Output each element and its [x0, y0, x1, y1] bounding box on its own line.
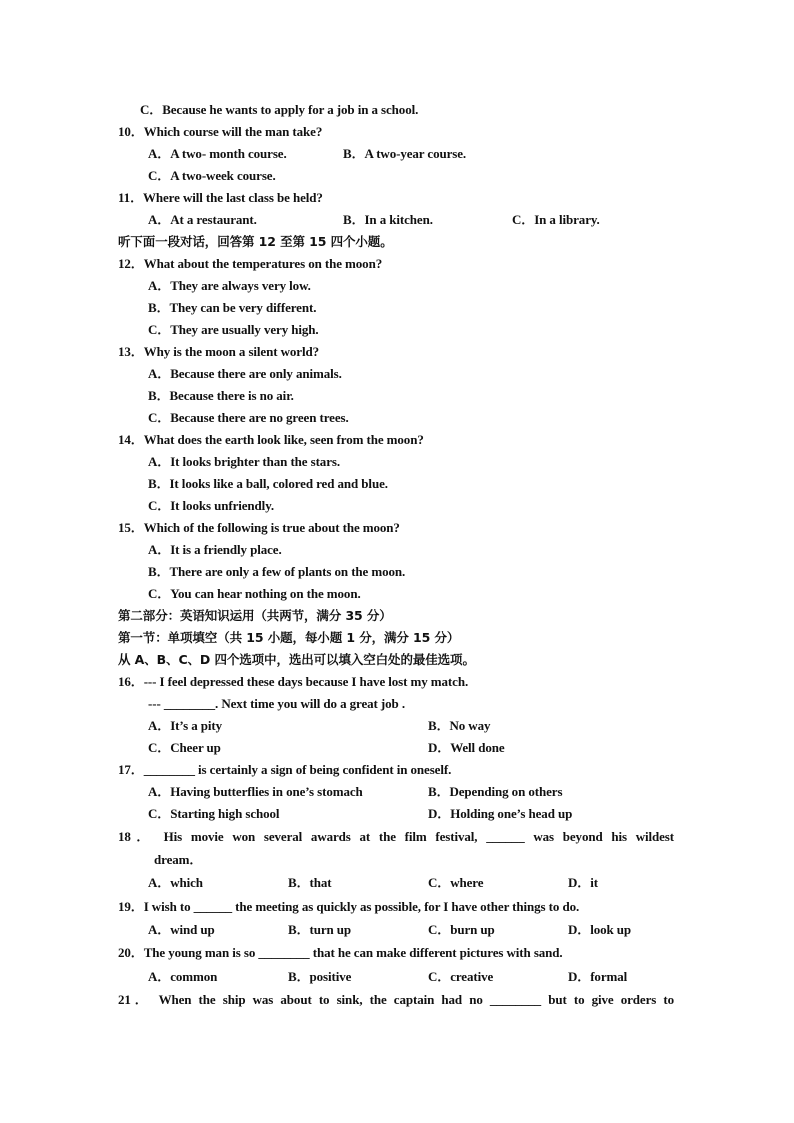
q14-option-a: A．It looks brighter than the stars.: [148, 454, 340, 469]
q17-stem: 17．________ is certainly a sign of being confident in oneself.: [118, 762, 452, 777]
q16-option-d: D．Well done: [428, 740, 505, 755]
q17-option-c: C．Starting high school: [148, 806, 280, 821]
q12-option-c: C．They are usually very high.: [148, 322, 319, 337]
q20-option-c: C．creative: [428, 969, 494, 984]
q12-option-a: A．They are always very low.: [148, 278, 311, 293]
q12-option-b: B．They can be very different.: [148, 300, 317, 315]
q14-option-b: B．It looks like a ball, colored red and blue.: [148, 476, 388, 491]
q19-option-c: C．burn up: [428, 922, 495, 937]
q20-option-b: B．positive: [288, 969, 352, 984]
q18-option-c: C．where: [428, 875, 484, 890]
q18-stem-line1: 18． His movie won several awards at the film festival, ______ was beyond his wildest: [118, 829, 674, 844]
q16-option-a: A．It’s a pity: [148, 718, 223, 733]
q18-stem-line2: dream．: [154, 852, 203, 867]
q16-stem-line2: --- ________. Next time you will do a great job .: [148, 696, 405, 711]
q11-option-a: A．At a restaurant.: [148, 212, 257, 227]
q15-option-b: B．There are only a few of plants on the moon.: [148, 564, 406, 579]
q15-stem: 15．Which of the following is true about the moon?: [118, 520, 400, 535]
q12-stem: 12．What about the temperatures on the moon?: [118, 256, 383, 271]
q16-option-c: C．Cheer up: [148, 740, 221, 755]
q13-option-c: C．Because there are no green trees.: [148, 410, 349, 425]
q14-stem: 14．What does the earth look like, seen from the moon?: [118, 432, 424, 447]
dialog-instruction: 听下面一段对话，回答第 12 至第 15 四个小题。: [118, 234, 393, 249]
part2-title: 第二部分：英语知识运用（共两节，满分 35 分）: [118, 608, 392, 623]
q13-option-a: A．Because there are only animals.: [148, 366, 342, 381]
q13-stem: 13．Why is the moon a silent world?: [118, 344, 320, 359]
q17-option-d: D．Holding one’s head up: [428, 806, 573, 821]
q19-option-a: A．wind up: [148, 922, 215, 937]
q17-option-b: B．Depending on others: [428, 784, 563, 799]
q21-stem: 21． When the ship was about to sink, the captain had no ________ but to give orders to: [118, 992, 674, 1007]
q20-stem: 20．The young man is so ________ that he can make different pictures with sand.: [118, 945, 563, 960]
q9-option-c: C．Because he wants to apply for a job in a school.: [140, 102, 419, 117]
q16-stem-line1: 16．--- I feel depressed these days because I have lost my match.: [118, 674, 469, 689]
q17-option-a: A．Having butterflies in one’s stomach: [148, 784, 363, 799]
q10-option-a: A．A two- month course.: [148, 146, 287, 161]
q20-option-a: A．common: [148, 969, 218, 984]
q15-option-a: A．It is a friendly place.: [148, 542, 282, 557]
q11-stem: 11．Where will the last class be held?: [118, 190, 323, 205]
q10-stem: 10．Which course will the man take?: [118, 124, 323, 139]
q10-option-c: C．A two-week course.: [148, 168, 276, 183]
q18-option-d: D．it: [568, 875, 598, 890]
q20-option-d: D．formal: [568, 969, 628, 984]
q10-option-b: B．A two-year course.: [343, 146, 467, 161]
section1-instruction: 从 A、B、C、D 四个选项中，选出可以填入空白处的最佳选项。: [118, 652, 475, 667]
q13-option-b: B．Because there is no air.: [148, 388, 294, 403]
q14-option-c: C．It looks unfriendly.: [148, 498, 275, 513]
q11-option-c: C．In a library.: [512, 212, 600, 227]
q19-option-d: D．look up: [568, 922, 632, 937]
q11-option-b: B．In a kitchen.: [343, 212, 433, 227]
section1-title: 第一节：单项填空（共 15 小题，每小题 1 分，满分 15 分）: [118, 630, 460, 645]
q18-option-b: B．that: [288, 875, 332, 890]
q19-stem: 19．I wish to ______ the meeting as quickly as possible, for I have other things to do.: [118, 899, 580, 914]
q19-option-b: B．turn up: [288, 922, 352, 937]
q15-option-c: C．You can hear nothing on the moon.: [148, 586, 361, 601]
q16-option-b: B．No way: [428, 718, 491, 733]
q18-option-a: A．which: [148, 875, 203, 890]
